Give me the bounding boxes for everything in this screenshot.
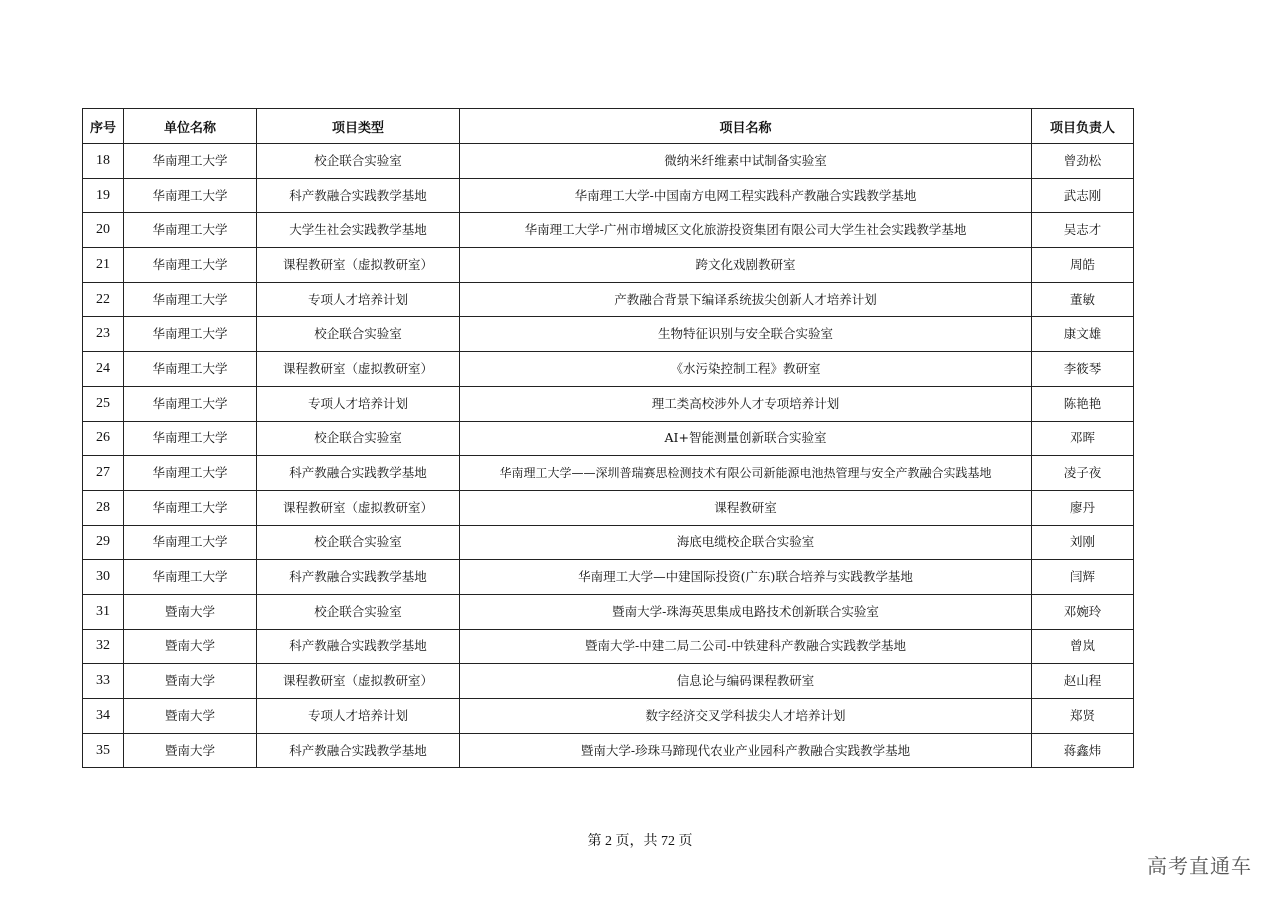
cell-project-type: 专项人才培养计划 [257, 282, 460, 317]
cell-unit-name: 华南理工大学 [124, 421, 257, 456]
cell-unit-name: 华南理工大学 [124, 490, 257, 525]
cell-project-lead: 董敏 [1032, 282, 1134, 317]
table-row [83, 664, 1134, 699]
cell-project-name: 产教融合背景下编译系统拔尖创新人才培养计划 [460, 282, 1032, 317]
cell-project-lead: 康文雄 [1032, 317, 1134, 352]
cell-unit-name: 暨南大学 [124, 629, 257, 664]
cell-unit-name: 华南理工大学 [124, 317, 257, 352]
cell-index: 26 [83, 421, 124, 456]
cell-project-name: AI+智能测量创新联合实验室 [460, 421, 1032, 456]
cell-index: 21 [83, 248, 124, 283]
cell-project-type: 课程教研室（虚拟教研室） [257, 352, 460, 387]
cell-index: 29 [83, 525, 124, 560]
cell-unit-name: 华南理工大学 [124, 456, 257, 491]
cell-project-name: 华南理工大学—中建国际投资(广东)联合培养与实践教学基地 [460, 560, 1032, 595]
cell-project-type: 专项人才培养计划 [257, 699, 460, 734]
cell-unit-name: 华南理工大学 [124, 352, 257, 387]
cell-unit-name: 暨南大学 [124, 664, 257, 699]
cell-unit-name: 华南理工大学 [124, 560, 257, 595]
cell-project-lead: 刘刚 [1032, 525, 1134, 560]
cell-project-name: 理工类高校涉外人才专项培养计划 [460, 386, 1032, 421]
cell-index: 34 [83, 699, 124, 734]
cell-project-name: 暨南大学-珍珠马蹄现代农业产业园科产教融合实践教学基地 [460, 733, 1032, 768]
table-row [83, 421, 1134, 456]
cell-project-name: 微纳米纤维素中试制备实验室 [460, 144, 1032, 179]
cell-project-type: 科产教融合实践教学基地 [257, 560, 460, 595]
table-row [83, 352, 1134, 387]
watermark: 高考直通车 [1147, 854, 1252, 878]
cell-unit-name: 华南理工大学 [124, 213, 257, 248]
project-table [82, 108, 1134, 768]
cell-project-lead: 邓晖 [1032, 421, 1134, 456]
table-row [83, 178, 1134, 213]
table-row [83, 560, 1134, 595]
table-body [83, 144, 1134, 768]
cell-unit-name: 华南理工大学 [124, 386, 257, 421]
table-row [83, 594, 1134, 629]
cell-project-lead: 陈艳艳 [1032, 386, 1134, 421]
table-row [83, 733, 1134, 768]
cell-index: 23 [83, 317, 124, 352]
cell-project-name: 华南理工大学-中国南方电网工程实践科产教融合实践教学基地 [460, 178, 1032, 213]
cell-project-name: 海底电缆校企联合实验室 [460, 525, 1032, 560]
table-row [83, 282, 1134, 317]
cell-index: 22 [83, 282, 124, 317]
cell-project-name: 课程教研室 [460, 490, 1032, 525]
table-row [83, 456, 1134, 491]
cell-project-lead: 曾劲松 [1032, 144, 1134, 179]
header-project-type: 项目类型 [257, 109, 460, 144]
cell-project-type: 课程教研室（虚拟教研室） [257, 490, 460, 525]
table-row [83, 317, 1134, 352]
cell-project-type: 校企联合实验室 [257, 594, 460, 629]
cell-unit-name: 暨南大学 [124, 733, 257, 768]
header-project-name: 项目名称 [460, 109, 1032, 144]
cell-project-type: 科产教融合实践教学基地 [257, 629, 460, 664]
cell-project-name: 生物特征识别与安全联合实验室 [460, 317, 1032, 352]
cell-project-lead: 曾岚 [1032, 629, 1134, 664]
cell-index: 31 [83, 594, 124, 629]
cell-project-type: 大学生社会实践教学基地 [257, 213, 460, 248]
table-header-row [83, 109, 1134, 144]
cell-index: 20 [83, 213, 124, 248]
cell-unit-name: 华南理工大学 [124, 525, 257, 560]
table-row [83, 213, 1134, 248]
table-row [83, 248, 1134, 283]
cell-project-lead: 郑贤 [1032, 699, 1134, 734]
header-unit-name: 单位名称 [124, 109, 257, 144]
cell-index: 18 [83, 144, 124, 179]
cell-project-type: 校企联合实验室 [257, 525, 460, 560]
cell-index: 32 [83, 629, 124, 664]
header-index: 序号 [83, 109, 124, 144]
cell-project-name: 暨南大学-中建二局二公司-中铁建科产教融合实践教学基地 [460, 629, 1032, 664]
cell-unit-name: 华南理工大学 [124, 178, 257, 213]
cell-project-type: 校企联合实验室 [257, 317, 460, 352]
cell-project-lead: 廖丹 [1032, 490, 1134, 525]
cell-project-lead: 武志刚 [1032, 178, 1134, 213]
cell-unit-name: 华南理工大学 [124, 282, 257, 317]
header-project-lead: 项目负责人 [1032, 109, 1134, 144]
cell-project-name: 《水污染控制工程》教研室 [460, 352, 1032, 387]
table-row [83, 699, 1134, 734]
cell-project-lead: 闫辉 [1032, 560, 1134, 595]
cell-project-type: 校企联合实验室 [257, 421, 460, 456]
table-row [83, 629, 1134, 664]
cell-project-lead: 邓婉玲 [1032, 594, 1134, 629]
cell-index: 27 [83, 456, 124, 491]
cell-index: 24 [83, 352, 124, 387]
cell-project-name: 数字经济交叉学科拔尖人才培养计划 [460, 699, 1032, 734]
cell-project-type: 校企联合实验室 [257, 144, 460, 179]
cell-project-lead: 凌子夜 [1032, 456, 1134, 491]
cell-index: 28 [83, 490, 124, 525]
cell-project-lead: 周皓 [1032, 248, 1134, 283]
cell-project-lead: 赵山程 [1032, 664, 1134, 699]
cell-project-name: 华南理工大学——深圳普瑞赛思检测技术有限公司新能源电池热管理与安全产教融合实践基地 [460, 456, 1032, 491]
cell-unit-name: 暨南大学 [124, 594, 257, 629]
table-row [83, 386, 1134, 421]
table-row [83, 525, 1134, 560]
cell-project-type: 专项人才培养计划 [257, 386, 460, 421]
cell-index: 25 [83, 386, 124, 421]
table-row [83, 490, 1134, 525]
cell-index: 35 [83, 733, 124, 768]
cell-project-type: 课程教研室（虚拟教研室） [257, 248, 460, 283]
cell-unit-name: 华南理工大学 [124, 144, 257, 179]
cell-project-lead: 李筱琴 [1032, 352, 1134, 387]
cell-project-type: 科产教融合实践教学基地 [257, 456, 460, 491]
cell-project-lead: 吴志才 [1032, 213, 1134, 248]
cell-project-name: 跨文化戏剧教研室 [460, 248, 1032, 283]
table-row [83, 144, 1134, 179]
page-footer: 第 2 页，共 72 页 [587, 834, 693, 849]
cell-project-type: 科产教融合实践教学基地 [257, 733, 460, 768]
cell-project-type: 课程教研室（虚拟教研室） [257, 664, 460, 699]
cell-project-name: 华南理工大学-广州市增城区文化旅游投资集团有限公司大学生社会实践教学基地 [460, 213, 1032, 248]
cell-index: 30 [83, 560, 124, 595]
cell-project-type: 科产教融合实践教学基地 [257, 178, 460, 213]
cell-unit-name: 暨南大学 [124, 699, 257, 734]
cell-index: 19 [83, 178, 124, 213]
cell-project-name: 信息论与编码课程教研室 [460, 664, 1032, 699]
cell-index: 33 [83, 664, 124, 699]
cell-unit-name: 华南理工大学 [124, 248, 257, 283]
cell-project-name: 暨南大学-珠海英思集成电路技术创新联合实验室 [460, 594, 1032, 629]
cell-project-lead: 蒋鑫炜 [1032, 733, 1134, 768]
